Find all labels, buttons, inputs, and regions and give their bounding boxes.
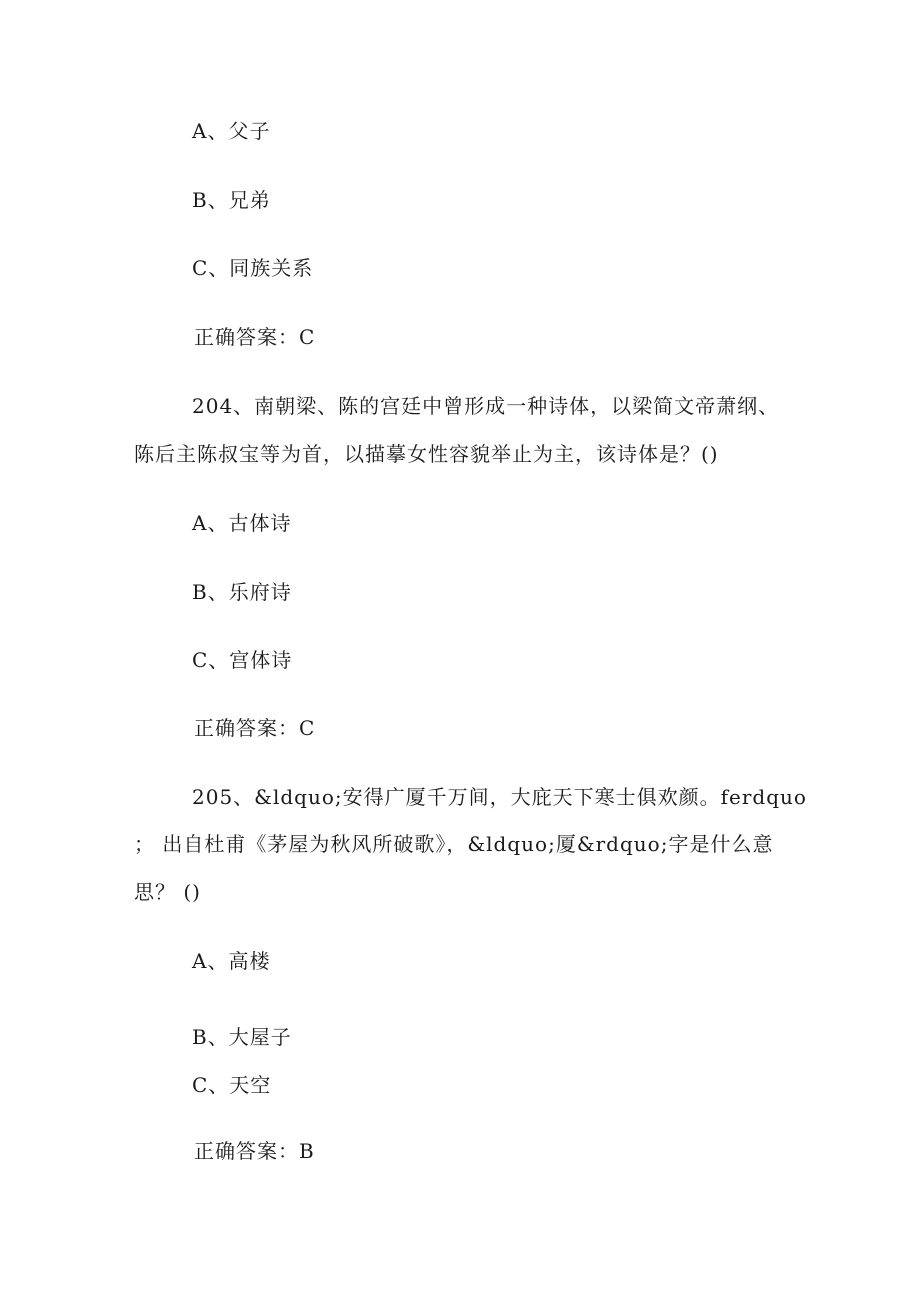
q205-question-line-3: 思？ () xyxy=(134,880,201,904)
q205-option-c: C、天空 xyxy=(192,1073,272,1097)
q205-option-b: B、大屋子 xyxy=(192,1025,292,1049)
q203-answer: 正确答案：C xyxy=(194,325,316,349)
q204-option-c: C、宫体诗 xyxy=(192,648,293,672)
q203-option-b: B、兄弟 xyxy=(192,188,271,212)
q204-option-a: A、古体诗 xyxy=(192,511,292,535)
q205-question-line-2: ； 出自杜甫《茅屋为秋风所破歌》，&ldquo;厦&rdquo;字是什么意 xyxy=(134,832,774,856)
q204-answer: 正确答案：C xyxy=(194,716,316,740)
q204-option-b: B、乐府诗 xyxy=(192,580,292,604)
q205-answer: 正确答案：B xyxy=(194,1139,315,1163)
q204-question-line-2: 陈后主陈叔宝等为首，以描摹女性容貌举止为主，该诗体是？() xyxy=(134,442,719,466)
q203-option-a: A、父子 xyxy=(192,119,271,143)
q205-question-line-1: 205、&ldquo;安得广厦千万间，大庇天下寒士俱欢颜。ferdquo xyxy=(192,785,807,809)
q203-option-c: C、同族关系 xyxy=(192,256,314,280)
q204-question-line-1: 204、南朝梁、陈的宫廷中曾形成一种诗体，以梁简文帝萧纲、 xyxy=(192,394,780,418)
q205-option-a: A、高楼 xyxy=(192,949,271,973)
